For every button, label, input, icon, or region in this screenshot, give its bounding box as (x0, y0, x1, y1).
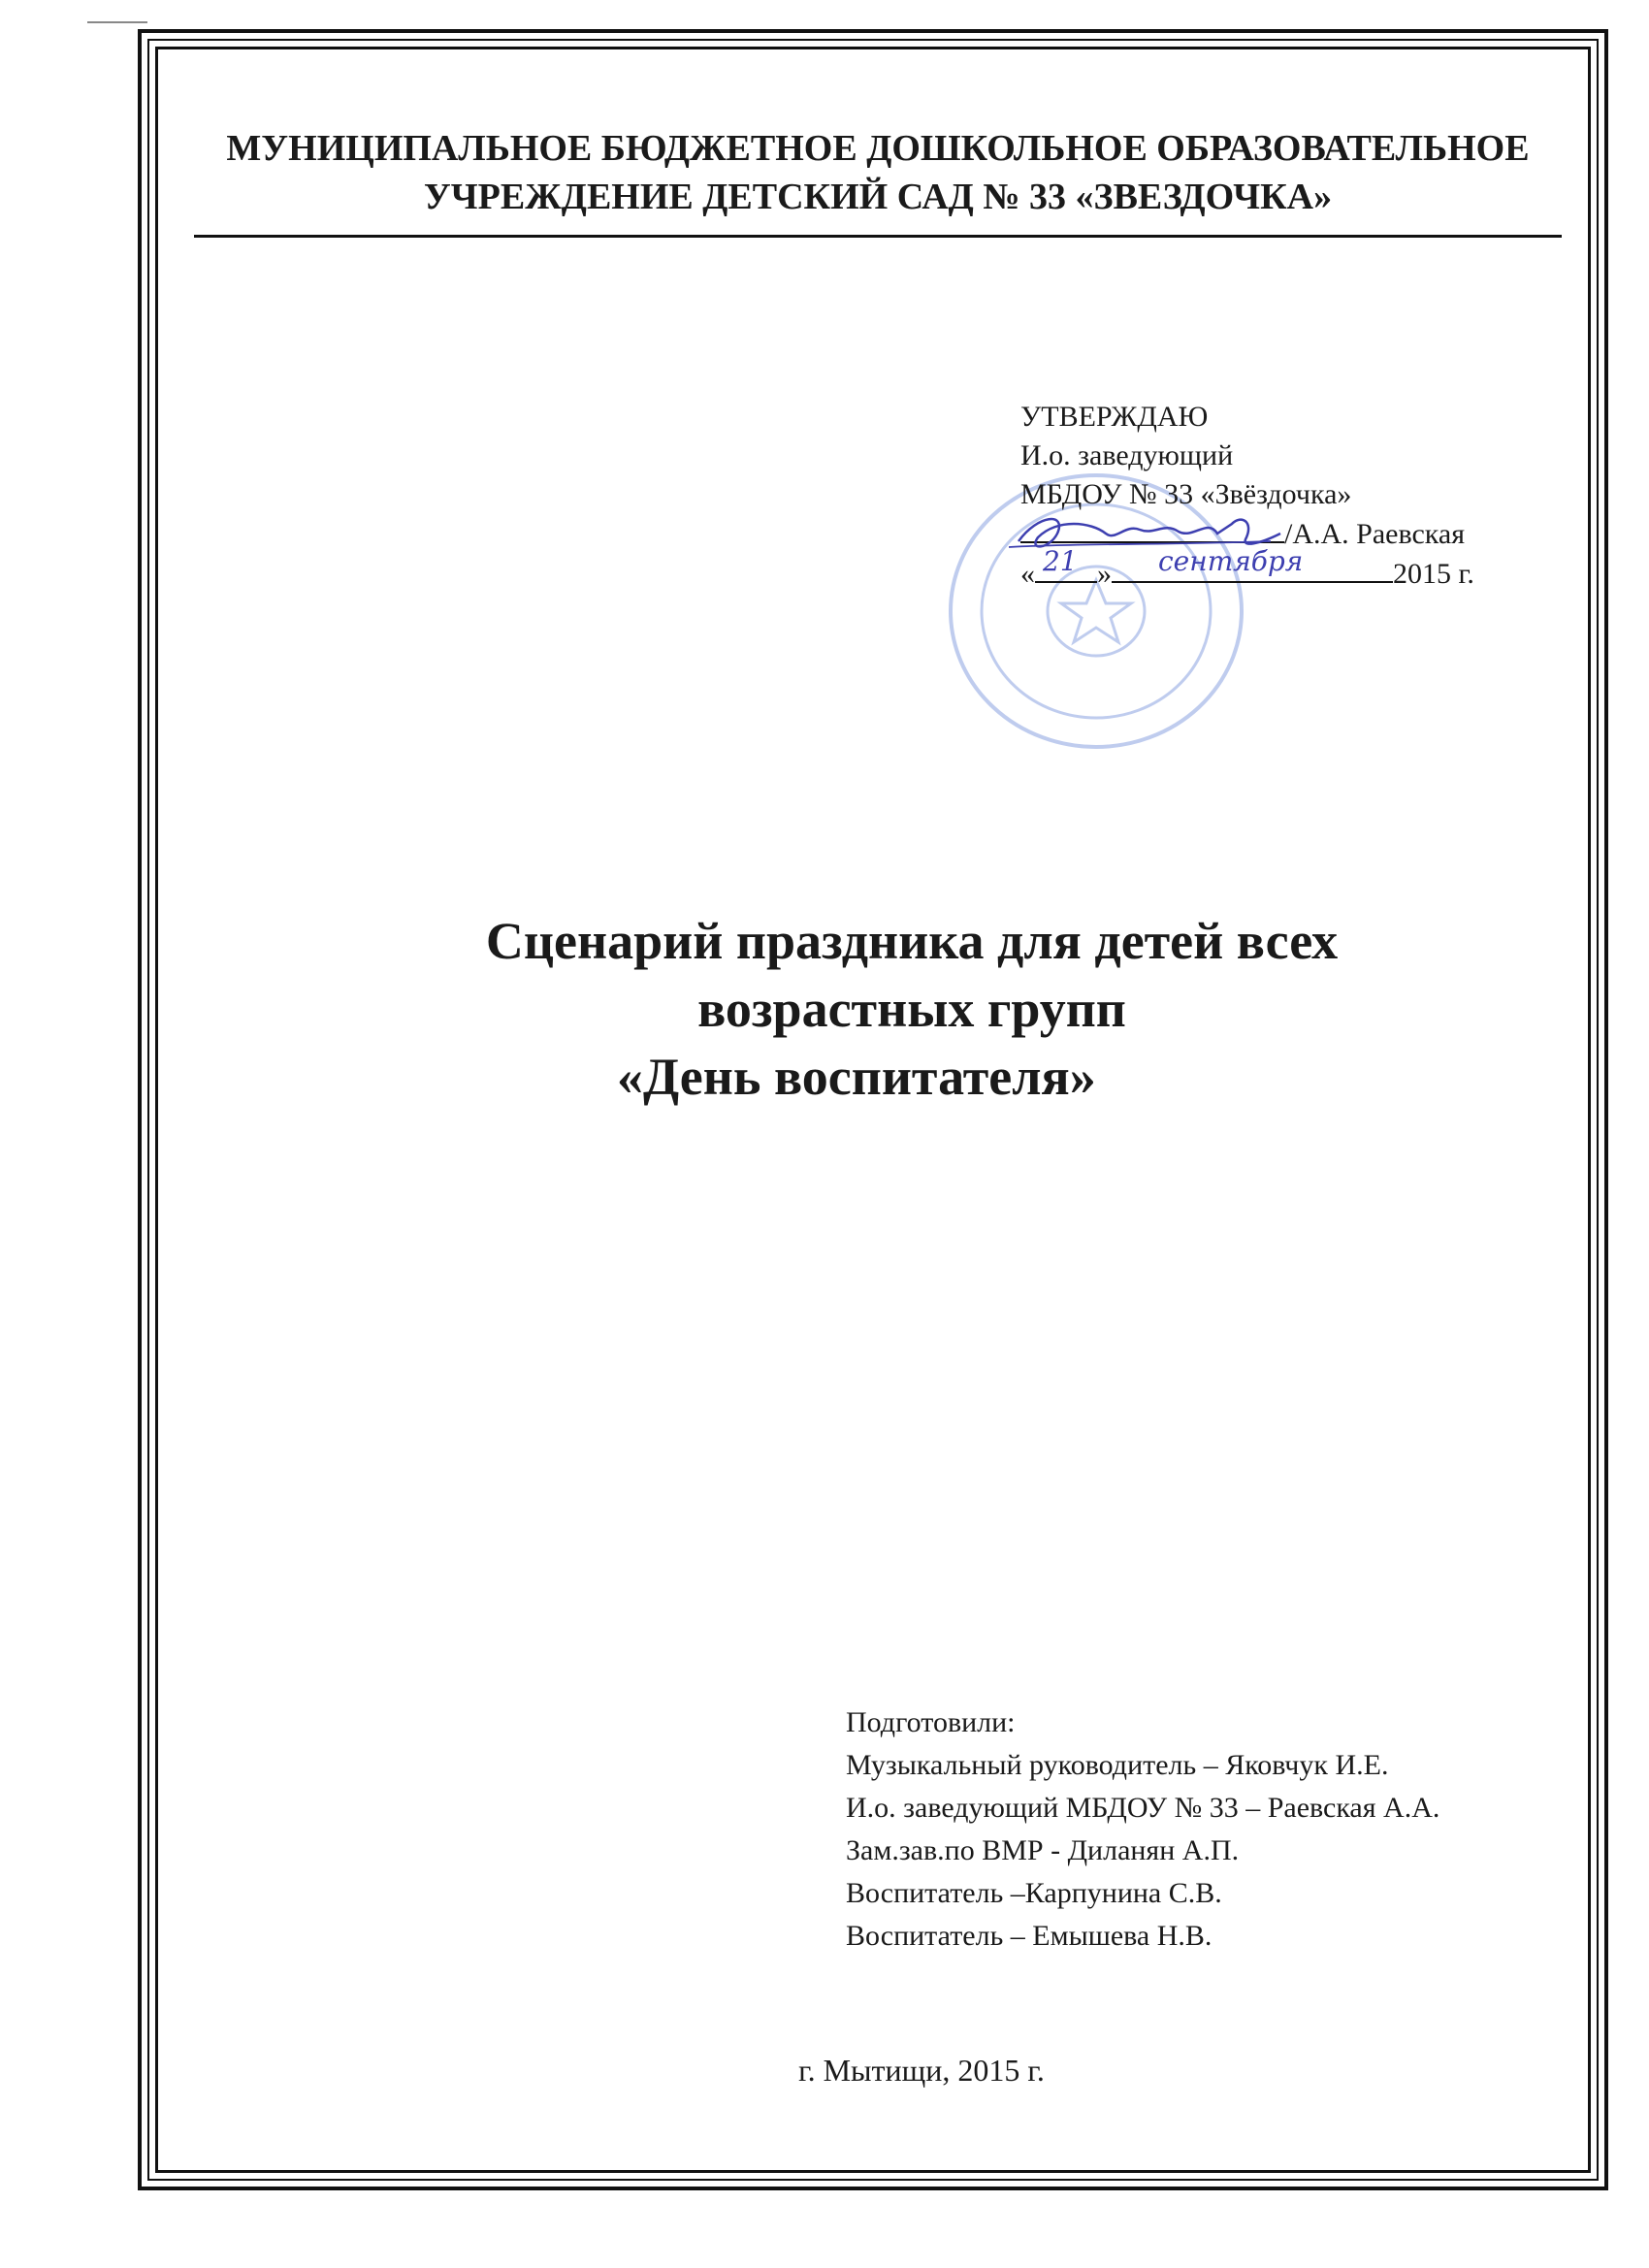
prepared-person: И.о. заведующий МБДОУ № 33 – Раевская А.А. (846, 1792, 1440, 1824)
prepared-heading: Подготовили: (846, 1706, 1016, 1738)
place-and-year: г. Мытищи, 2015 г. (798, 2053, 1045, 2088)
document-title (369, 907, 1455, 1111)
prepared-person: Воспитатель – Емышева Н.В. (846, 1920, 1212, 1952)
date-close-quote: » (1097, 558, 1112, 590)
header-divider (194, 235, 1562, 238)
prepared-person: Музыкальный руководитель – Яковчук И.Е. (846, 1749, 1389, 1781)
approval-word: УТВЕРЖДАЮ (1020, 401, 1209, 433)
date-day: 21 (1043, 545, 1078, 577)
scan-edge-mark (87, 21, 147, 23)
approval-signatory: /А.А. Раевская (1284, 518, 1466, 550)
institution-header (194, 124, 1562, 221)
prepared-person: Воспитатель –Карпунина С.В. (846, 1877, 1222, 1909)
date-month: сентября (1158, 545, 1304, 577)
header-line-1: МУНИЦИПАЛЬНОЕ БЮДЖЕТНОЕ ДОШКОЛЬНОЕ ОБРАЗОВАТЕЛЬНОЕ (226, 128, 1530, 169)
date-year: 2015 г. (1393, 558, 1474, 590)
approval-block (1020, 398, 1564, 594)
approval-position: И.о. заведующий (1020, 439, 1234, 471)
handwritten-signature-icon (999, 504, 1290, 563)
date-open-quote: « (1020, 558, 1035, 590)
prepared-person: Зам.зав.по ВМР - Диланян А.П. (846, 1834, 1240, 1866)
prepared-by-block (846, 1701, 1583, 1958)
title-line-2: возрастных групп (697, 980, 1126, 1038)
title-line-3: «День воспитателя» (617, 1048, 1096, 1106)
title-line-1: Сценарий праздника для детей всех (485, 912, 1339, 970)
approval-org: МБДОУ № 33 «Звёздочка» (1020, 478, 1352, 510)
header-line-2: УЧРЕЖДЕНИЕ ДЕТСКИЙ САД № 33 «ЗВЕЗДОЧКА» (423, 177, 1333, 217)
